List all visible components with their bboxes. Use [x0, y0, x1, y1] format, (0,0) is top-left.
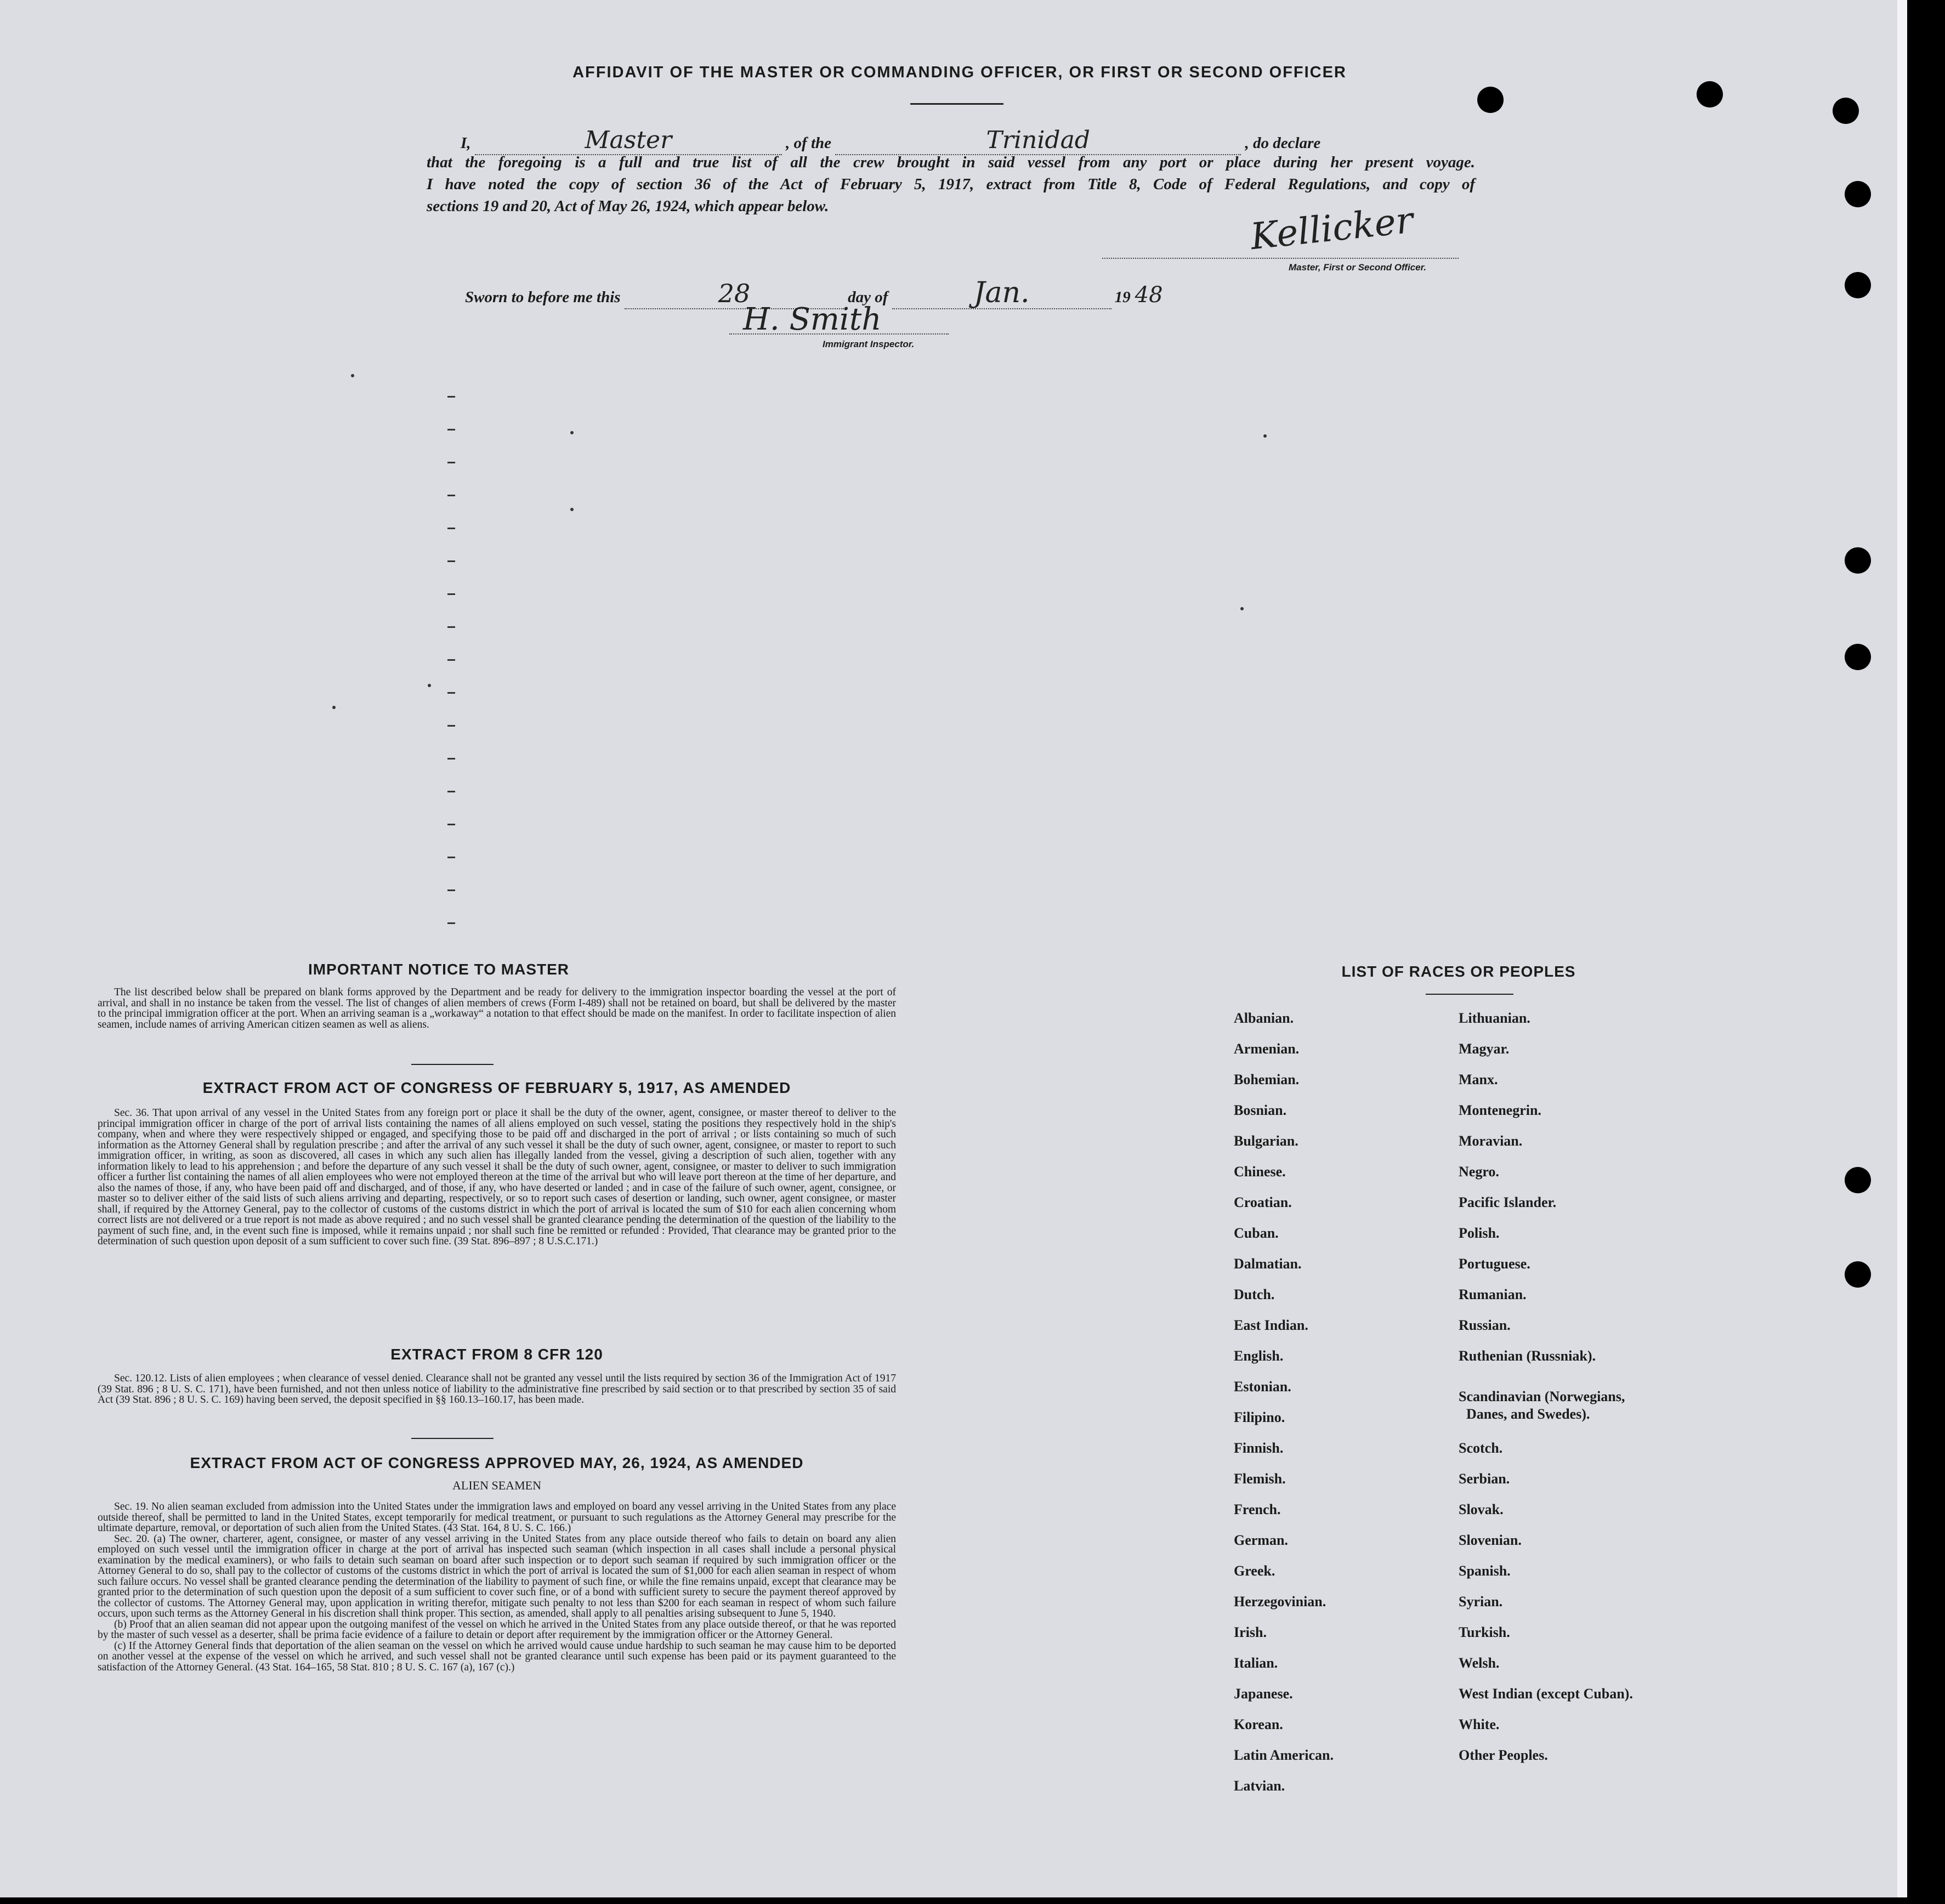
- punch-hole: [1845, 181, 1871, 207]
- race-item: Japanese.: [1234, 1686, 1293, 1702]
- race-item: West Indian (except Cuban).: [1459, 1686, 1633, 1702]
- master-signature: Kellicker: [1248, 199, 1415, 258]
- punch-hole: [1477, 87, 1504, 113]
- extract-1924-body: [98, 1501, 896, 1673]
- extract-1924-subtitle: ALIEN SEAMEN: [452, 1478, 541, 1492]
- month-handwritten: Jan.: [973, 276, 1030, 309]
- i-label: I,: [461, 134, 471, 152]
- bleed-mark: [447, 758, 455, 760]
- bleed-mark: [332, 706, 336, 709]
- race-item: White.: [1459, 1716, 1500, 1732]
- race-item: Korean.: [1234, 1716, 1283, 1732]
- race-item: Croatian.: [1234, 1194, 1292, 1210]
- day-of-label: day of: [848, 288, 888, 306]
- bleed-mark: [447, 495, 455, 496]
- race-item: Flemish.: [1234, 1471, 1286, 1487]
- punch-hole: [1845, 272, 1871, 298]
- bleed-mark: [447, 396, 455, 398]
- race-item: Lithuanian.: [1459, 1010, 1530, 1026]
- bleed-mark: [447, 692, 455, 694]
- race-item: Polish.: [1459, 1225, 1500, 1241]
- race-item: Ruthenian (Russniak).: [1459, 1348, 1596, 1364]
- race-item: Latin American.: [1234, 1747, 1334, 1763]
- race-item: Scotch.: [1459, 1440, 1503, 1456]
- signature-line: [1102, 258, 1459, 259]
- race-item: Chinese.: [1234, 1164, 1286, 1180]
- race-item: French.: [1234, 1501, 1281, 1517]
- bleed-mark: [447, 791, 455, 792]
- race-item: Portuguese.: [1459, 1256, 1530, 1272]
- bleed-mark: [1240, 607, 1244, 610]
- race-item: East Indian.: [1234, 1317, 1308, 1333]
- month-field: [892, 276, 1112, 309]
- races-left-column: [1234, 1010, 1398, 1805]
- race-item: Estonian.: [1234, 1379, 1291, 1395]
- race-item: Dutch.: [1234, 1287, 1275, 1302]
- race-item: Armenian.: [1234, 1041, 1300, 1057]
- section-rule: [411, 1064, 494, 1065]
- race-item: Dalmatian.: [1234, 1256, 1302, 1272]
- race-item: Moravian.: [1459, 1133, 1523, 1149]
- punch-hole: [1845, 1167, 1871, 1193]
- race-item: Albanian.: [1234, 1010, 1294, 1026]
- race-item: Danes, and Swedes).: [1466, 1406, 1590, 1422]
- bleed-mark: [447, 824, 455, 825]
- bleed-mark: [447, 857, 455, 858]
- punch-hole: [1697, 81, 1723, 107]
- declare-label: , do declare: [1245, 134, 1321, 152]
- extract-cfr-text: Sec. 120.12. Lists of alien employees ; when clearance of vessel denied. Clearance shall not be granted any vessel until the lists required by section 36 of the Immigration Act of 1917 (39 Stat. 896 ; 8 U. S. C. 171), have been furnished, and not then unless notice of liability to the administrative fine prescribed by said section or to that prescribed by section 35 of said Act (39 Stat. 896 ; 8 U. S. C. 169) having been served, the deposit specified in §§ 160.13–160.17, has been made.: [98, 1373, 896, 1406]
- race-item: Latvian.: [1234, 1778, 1285, 1794]
- races-rule: [1426, 994, 1513, 995]
- bleed-mark: [570, 508, 574, 511]
- race-item: Syrian.: [1459, 1594, 1503, 1610]
- inspector-caption: Immigrant Inspector.: [823, 339, 915, 349]
- race-item: Pacific Islander.: [1459, 1194, 1557, 1210]
- bleed-mark: [351, 374, 354, 377]
- of-the-label: , of the: [786, 134, 832, 152]
- declaration-line-3: I have noted the copy of section 36 of the Act of February 5, 1917, extract from Title 8, Code of Federal Regulations, and copy of: [427, 175, 1475, 193]
- race-item: Other Peoples.: [1459, 1747, 1548, 1763]
- extract-1917-text: Sec. 36. That upon arrival of any vessel in the United States from any foreign port or place it shall be the duty of the owner, agent, consignee, or master thereof to deliver to the principal immigration officer in charge of the port of arrival lists containing the names of all aliens employed on such vessel, stating the positions they respectively hold in the ship's company, when and where they were respectively shipped or engaged, and specifying those to be paid off and discharged in the port of arrival ; or lists containing so much of such information as the Attorney General shall by regulation prescribe ; and after the arrival of any such vessel it shall be the duty of such owner, agent, consignee, or master to report to such immigration officer, in writing, as soon as discovered, all cases in which any such alien has illegally landed from the vessel, giving a description of such alien, together with any information likely to lead to his apprehension ; and before the departure of any such vessel it shall be the duty of such owner, agent, consignee, or master to deliver to such immigration officer a further list containing the names of all alien employees who were not employed thereon at the time of the arrival but who will leave port thereon at the time of her departure, and also the names of those, if any, who have been paid off and discharged, and of those, if any, who have deserted or landed ; and in case of the failure of such owner, agent, consignee, or master so to deliver either of the said lists of such aliens arriving and departing, respectively, or so to report such cases of desertion or landing, such owner, agent consignee, or master shall, if required by the Attorney General, pay to the collector of customs of the customs district in which the port of arrival is located the sum of $10 for each alien concerning whom correct lists are not delivered or a true report is not made as above required ; and no such vessel shall be granted clearance pending the determination of the question of the liability to the payment of such fine, and, in the event such fine is imposed, while it remains unpaid ; nor shall such fine be remitted or refunded : Provided, That clearance may be granted prior to the determination of such question upon deposit of a sum sufficient to cover such fine. (39 Stat. 896–897 ; 8 U.S.C.171.): [98, 1107, 896, 1247]
- race-item: Italian.: [1234, 1655, 1278, 1671]
- bleed-mark: [447, 725, 455, 727]
- inspector-signature: H. Smith: [743, 302, 882, 337]
- year-handwritten: 48: [1135, 282, 1163, 308]
- races-right-column: [1459, 1010, 1744, 1778]
- extract-1924-para: (c) If the Attorney General finds that deportation of the alien seaman on the vessel on which he arrived would cause undue hardship to such seaman he may cause him to be deported on another vessel at the expense of the vessel on which he arrived, and such vessel shall not be granted clearance until such expense has been paid or its payment guaranteed to the satisfaction of the Attorney General. (43 Stat. 164–165, 58 Stat. 810 ; 8 U. S. C. 167 (a), 167 (c).): [98, 1640, 896, 1673]
- punch-hole: [1845, 644, 1871, 670]
- race-item: Rumanian.: [1459, 1287, 1527, 1302]
- race-item: Negro.: [1459, 1164, 1499, 1180]
- year-prefix: 19: [1114, 288, 1131, 306]
- race-item: Turkish.: [1459, 1624, 1510, 1640]
- races-title: LIST OF RACES OR PEOPLES: [1341, 963, 1576, 980]
- punch-hole: [1833, 98, 1859, 124]
- declaration-line-2: that the foregoing is a full and true list of all the crew brought in said vessel from any port or place during her present voyage.: [427, 154, 1475, 171]
- race-item: Slovak.: [1459, 1501, 1504, 1517]
- bleed-mark: [447, 659, 455, 661]
- bleed-mark: [447, 889, 455, 891]
- race-item: Slovenian.: [1459, 1532, 1522, 1548]
- vessel-handwritten: Trinidad: [986, 126, 1090, 154]
- punch-hole: [1845, 547, 1871, 574]
- race-item: Serbian.: [1459, 1471, 1510, 1487]
- rank-handwritten: Master: [585, 126, 672, 154]
- bleed-mark: [570, 431, 574, 434]
- extract-1917-title: EXTRACT FROM ACT OF CONGRESS OF FEBRUARY 5, 1917, AS AMENDED: [202, 1079, 791, 1096]
- bleed-mark: [447, 560, 455, 562]
- race-item: Finnish.: [1234, 1440, 1284, 1456]
- inspector-line: [729, 333, 949, 335]
- bleed-mark: [1263, 434, 1267, 438]
- race-item: Scandinavian (Norwegians,: [1459, 1389, 1625, 1404]
- race-item: Spanish.: [1459, 1563, 1511, 1579]
- declaration-line-4: sections 19 and 20, Act of May 26, 1924, which appear below.: [427, 197, 829, 215]
- race-item: German.: [1234, 1532, 1288, 1548]
- bleed-mark: [447, 922, 455, 924]
- section-rule: [411, 1438, 494, 1439]
- title-rule: [910, 103, 1003, 105]
- bleed-mark: [447, 528, 455, 529]
- extract-1924-title: EXTRACT FROM ACT OF CONGRESS APPROVED MAY, 26, 1924, AS AMENDED: [190, 1454, 804, 1471]
- race-item: Greek.: [1234, 1563, 1275, 1579]
- race-item: Welsh.: [1459, 1655, 1500, 1671]
- bleed-mark: [447, 626, 455, 628]
- race-item: Cuban.: [1234, 1225, 1279, 1241]
- race-item: Magyar.: [1459, 1041, 1510, 1057]
- punch-hole: [1845, 1261, 1871, 1288]
- race-item: Manx.: [1459, 1072, 1498, 1087]
- race-item: Bosnian.: [1234, 1102, 1287, 1118]
- day-handwritten: 28: [718, 279, 751, 308]
- extract-1924-para: Sec. 19. No alien seaman excluded from admission into the United States under the immigration laws and employed on board any vessel arriving in the United States from any place outside thereof, shall be permitted to land in the United States, except temporarily for medical treatment, or pursuant to such regulations as the Attorney General may prescribe for the ultimate departure, removal, or deportation of such alien from the United States. (43 Stat. 164, 8 U. S. C. 166.): [98, 1501, 896, 1534]
- notice-text: The list described below shall be prepared on blank forms approved by the Department and be ready for delivery to the immigration inspector boarding the vessel at the port of arrival, and shall in no instance be taken from the vessel. The list of changes of alien members of crews (Form I-489) shall not be retained on board, but shall be delivered by the master to the principal immigration officer at the port. When an arriving seaman is a „workaway“ a notation to that effect should be made on the manifest. In order to facilitate inspection of alien seamen, include names of arriving American citizen seamen as well as aliens.: [98, 987, 896, 1030]
- extract-cfr-title: EXTRACT FROM 8 CFR 120: [390, 1346, 603, 1363]
- race-item: Bulgarian.: [1234, 1133, 1298, 1149]
- race-item: Montenegrin.: [1459, 1102, 1541, 1118]
- bleed-mark: [447, 429, 455, 430]
- bleed-mark: [428, 684, 431, 687]
- extract-1924-para: (b) Proof that an alien seaman did not appear upon the outgoing manifest of the vessel on which he arrived in the United States from any place outside thereof, or that he was reported by the master of such vessel as a deserter, shall be prima facie evidence of a failure to detain or deport after requirement by the immigration officer or the Attorney General.: [98, 1618, 896, 1641]
- affidavit-title: AFFIDAVIT OF THE MASTER OR COMMANDING OFFICER, OR FIRST OR SECOND OFFICER: [572, 64, 1347, 81]
- race-item: Filipino.: [1234, 1409, 1285, 1425]
- notice-title: IMPORTANT NOTICE TO MASTER: [308, 961, 570, 978]
- bleed-mark: [447, 462, 455, 463]
- sworn-label: Sworn to before me this: [465, 288, 621, 306]
- bleed-mark: [447, 593, 455, 595]
- race-item: English.: [1234, 1348, 1284, 1364]
- race-item: Irish.: [1234, 1624, 1267, 1640]
- extract-1924-para: Sec. 20. (a) The owner, charterer, agent, consignee, or master of any vessel arriving in the United States from any place outside thereof who fails to detain on board any alien employed on such vessel until the immigration officer in charge at the port of arrival has inspected such seaman (which inspection in all cases shall include a personal physical examination by the medical examiners), or who fails to detain such seaman on board after such inspection or to deport such seaman if required by such immigration officer or the Attorney General to do so, shall pay to the collector of customs of the customs district in which the port of arrival is located the sum of $1,000 for each alien seaman in respect of whom such failure occurs. No vessel shall be granted clearance pending the determination of the liability to payment of such fine, or while the fine remains unpaid, except that clearance may be granted prior to the determination of such question upon the deposit of a sum sufficient to cover such fine, or of a bond with sufficient surety to secure the payment thereof approved by the collector of customs. The Attorney General may, upon application in writing therefor, mitigate such penalty to not less than $200 for each seaman in respect of whom such failure occurs, upon such terms as the Attorney General in his discretion shall think proper. This section, as amended, shall apply to all penalties arising subsequent to June 5, 1940.: [98, 1533, 896, 1619]
- signature-caption: Master, First or Second Officer.: [1289, 262, 1426, 273]
- race-item: Russian.: [1459, 1317, 1511, 1333]
- race-item: Bohemian.: [1234, 1072, 1300, 1087]
- race-item: Herzegovinian.: [1234, 1594, 1326, 1610]
